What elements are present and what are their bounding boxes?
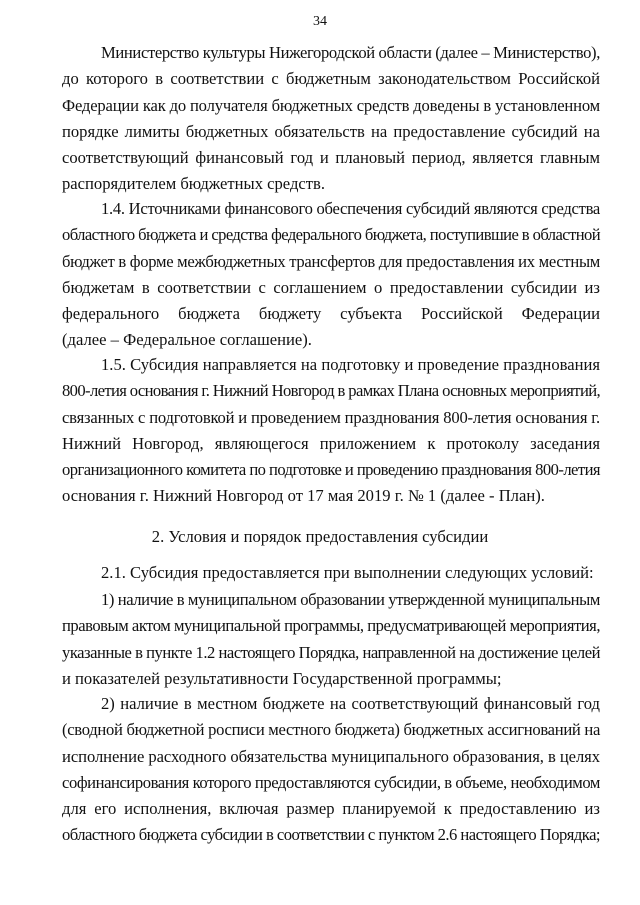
text-line: 1.4. Источниками финансового обеспечения субсидий являются средства (101, 199, 601, 218)
text-line: 1) наличие в муниципальном образовании утвержденной муниципальным (101, 590, 600, 609)
text-line: 1.5. Субсидия направляется на подготовку и проведение празднования (101, 355, 600, 374)
text-line: 800-летия основания г. Нижний Новгород в рамках Плана основных мероприятий, (62, 381, 600, 401)
paragraph-condition-1 (62, 587, 600, 692)
text-line: Нижний Новгород, являющегося приложением к протоколу заседания (62, 433, 600, 453)
paragraph-condition-2 (62, 691, 600, 849)
text-line: указанные в пункте 1.2 настоящего Порядка, направленной на достижение целей (62, 642, 601, 662)
text-line: (сводной бюджетной росписи местного бюджета) бюджетных ассигнований на (62, 720, 601, 740)
text-line: (далее – Федеральное соглашение). (62, 330, 312, 350)
text-line: исполнение расходного обязательства муниципального образования, в целях (62, 746, 600, 766)
text-line: соответствующий финансовый год и плановый период, является главным (62, 148, 600, 168)
paragraph-1-5 (62, 352, 600, 510)
text-line: 2) наличие в местном бюджете на соответствующий финансовый год (101, 694, 600, 713)
section-heading: 2. Условия и порядок предоставления субсидии (151, 527, 489, 546)
paragraph-2-1 (62, 560, 600, 586)
text-line: основания г. Нижний Новгород от 17 мая 2019 г. № 1 (далее - План). (62, 486, 545, 506)
page-number: 34 (313, 14, 327, 29)
text-line: софинансирования которого предоставляются субсидии, в объеме, необходимом (62, 772, 600, 792)
text-line: областного бюджета субсидии в соответствии с пунктом 2.6 настоящего Порядка; (62, 825, 600, 845)
text-line: областного бюджета и средства федерального бюджета, поступившие в областной (62, 225, 600, 245)
text-line: организационного комитета по подготовке и проведению празднования 800-летия (62, 460, 600, 480)
text-line: связанных с подготовкой и проведением празднования 800-летия основания г. (62, 407, 600, 427)
paragraph-1-4 (62, 196, 600, 354)
text-line: правовым актом муниципальной программы, предусматривающей мероприятия, (62, 616, 600, 636)
text-line: бюджетам в соответствии с соглашением о предоставлении субсидии из (62, 277, 600, 297)
text-line: для его исполнения, включая размер планируемой к предоставлению из (62, 799, 600, 819)
paragraph-ministry (62, 40, 600, 198)
text-line: бюджет в форме межбюджетных трансфертов для предоставления их местным (62, 251, 601, 271)
text-line: Федерации как до получателя бюджетных средств доведены в установленном (62, 95, 600, 115)
text-line: распорядителем бюджетных средств. (62, 174, 325, 194)
text-line: Министерство культуры Нижегородской области (далее – Министерство), (101, 43, 600, 62)
text-line: федерального бюджета бюджету субъекта Российской Федерации (62, 304, 600, 324)
text-line: до которого в соответствии с бюджетным законодательством Российской (62, 69, 600, 89)
text-line: и показателей результативности Государственной программы; (62, 668, 502, 688)
text-line: порядке лимиты бюджетных обязательств на предоставление субсидий на (62, 121, 600, 141)
text-line: 2.1. Субсидия предоставляется при выполнении следующих условий: (101, 563, 594, 582)
